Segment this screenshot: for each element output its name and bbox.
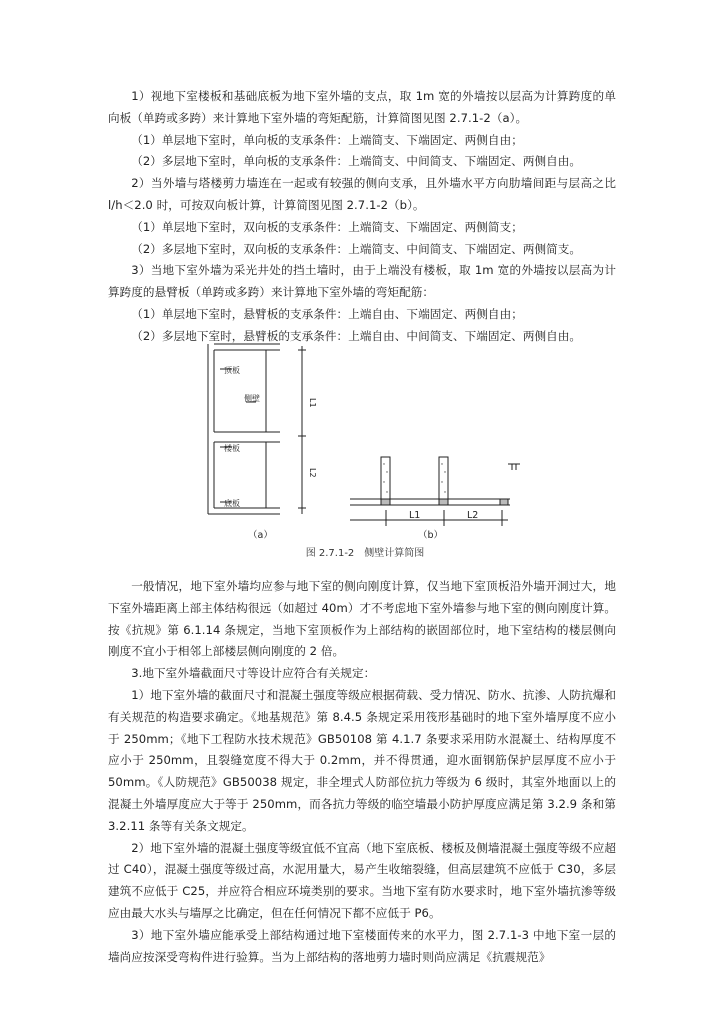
label-floor-slab: 楼板 [224,444,240,453]
paragraph: 1）视地下室楼板和基础底板为地下室外墙的支点，取 1m 宽的外墙按以层高为计算跨度的单向板（单跨或多跨）来计算地下室外墙的弯矩配筋，计算简图见图 2.7.1-2（a）。 [108,89,616,125]
subfigure-label-a: （a） [248,530,273,541]
dimension-label-l2: L2 [467,510,479,521]
support-hatch [439,499,448,505]
paragraph: （1）单层地下室时，悬臂板的支承条件：上端自由、下端固定、两侧自由； [131,306,523,321]
wall-segment [439,457,448,501]
paragraph: （2）多层地下室时，单向板的支承条件：上端简支、中间简支、下端固定、两侧自由。 [131,154,582,169]
dimension-label-l2: L2 [308,468,317,478]
paragraph: 3.地下室外墙截面尺寸等设计应符合有关规定： [131,666,376,681]
paragraph: （1）单层地下室时，双向板的支承条件：上端简支、下端固定、两侧简支； [131,219,523,234]
dimension-label-l1: L1 [308,398,317,408]
paragraph: （2）多层地下室时，双向板的支承条件：上端简支、中间简支、下端固定、两侧简支。 [131,241,582,256]
paragraph: 3）地下室外墙应能承受上部结构通过地下室楼面传来的水平力，图 2.7.1-3 中地下室一层的墙尚应按深受弯构件进行验算。当为上部结构的落地剪力墙时则尚应满足《抗震规范》 [108,927,616,964]
support-hatch [381,499,390,505]
side-wall-calculation-figure [190,336,540,562]
figure-drawing [190,336,540,541]
label-top-slab: 顶板 [224,366,240,375]
dimension-label-l1: L1 [409,510,421,521]
paragraph: 2）地下室外墙的混凝土强度等级宜低不宜高（地下室底板、楼板及侧墙混凝土强度等级不应超过 C40），混凝土强度等级过高，水泥用量大，易产生收缩裂缝，但高层建筑不应低于 C30，多层建筑不应低于 C25，并应符合相应环境类别的要求。当地下室有防水要求时，地下室外墙抗渗等级应由最大水头与墙厚之比确定，但在任何情况下都不应低于 P6。 [108,840,617,920]
bottom-text-block [108,576,616,968]
support-hatch [500,499,508,505]
paragraph: 一般情况，地下室外墙均应参与地下室的侧向刚度计算，仅当地下室顶板沿外墙开洞过大，地下室外墙距离上部主体结构很远（如超过 40m）才不考虑地下室外墙参与地下室的侧向刚度计算。按《抗规》第 6.1.14 条规定，当地下室顶板作为上部结构的嵌固部位时，地下室结构的楼层侧向刚度不宜小于相邻上部楼层侧向刚度的 2 倍。 [108,579,616,659]
wall-segment [381,457,390,501]
paragraph: （2）多层地下室时，悬臂板的支承条件：上端自由、中间简支、下端固定、两侧自由。 [131,328,582,343]
wall-hatch-dots [383,463,445,492]
paragraph: （1）单层地下室时，单向板的支承条件：上端简支、下端固定、两侧自由； [131,132,523,147]
paragraph: 3）当地下室外墙为采光井处的挡土墙时，由于上端没有楼板，取 1m 宽的外墙按以层高为计算跨度的悬臂板（单跨或多跨）来计算地下室外墙的弯矩配筋： [108,263,616,300]
top-text-block [108,86,616,348]
diagram-b [350,457,520,526]
diagram-a [208,344,306,514]
label-side-wall: 侧壁 [244,394,260,403]
paragraph: 1）地下室外墙的截面尺寸和混凝土强度等级应根据荷载、受力情况、防水、抗渗、人防抗爆和有关规范的构造要求确定。《地基规范》第 8.4.5 条规定采用筏形基础时的地下室外墙厚度不应小于 250mm；《地下工程防水技术规范》GB50108 第 4.1.7 条要求采用防水混凝土、结构厚度不应小于 250mm，且裂缝宽度不得大于 0.2mm，并不得贯通，迎水面钢筋保护层厚度不应小于 50mm。《人防规范》GB50038 规定，非全埋式人防部位抗力等级为 6 级时，其室外地面以上的混凝土外墙厚度应大于等于 250mm，而各抗力等级的临空墙最小防护厚度应满足第 3.2.9 条和第 3.2.11 条等有关条文规定。 [108,687,617,833]
label-bottom-slab: 底板 [224,499,240,508]
subfigure-label-b: （b） [418,530,444,541]
paragraph: 2）当外墙与塔楼剪力墙连在一起或有较强的侧向支承，且外墙水平方向肋墙间距与层高之比 l/h＜2.0 时，可按双向板计算，计算简图见图 2.7.1-2（b）。 [108,176,616,212]
figure-caption: 图 2.7.1-2 侧壁计算简图 [305,548,425,559]
